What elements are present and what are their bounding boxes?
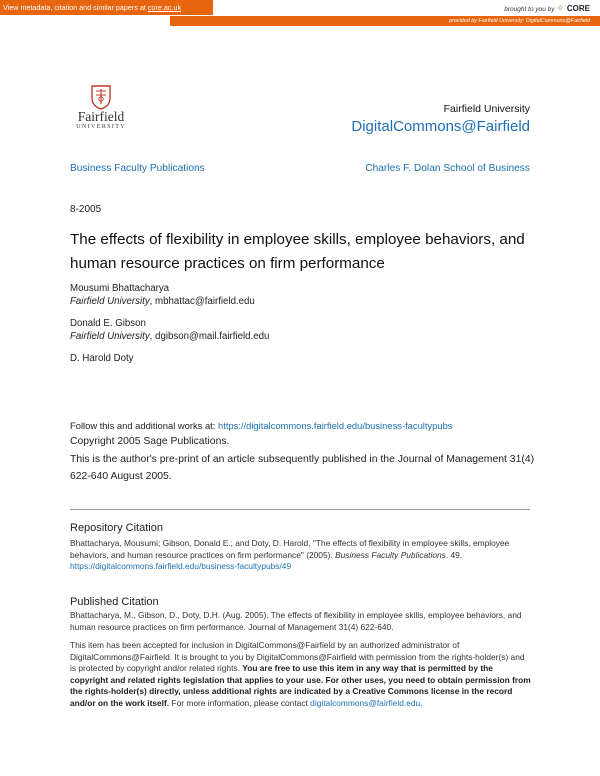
- logo-wordmark: Fairfield: [77, 109, 125, 124]
- institution-name: Fairfield University: [443, 103, 530, 115]
- published-citation-text: Bhattacharya, M., Gibson, D., Doty, D.H. (Aug. 2005). The effects of flexibility in employee skills, employee behaviors, and human resource practices on firm performance. Journal of Management 31(4) 622-640.: [70, 610, 522, 632]
- citation-number: . 49.: [445, 549, 463, 560]
- rights-bold-text: You are free to use this item in any way that is permitted by the copyright and related rights legislation that applies to your use. For other uses, you need to obtain permission from the rights-holder(s) directly, unless additional rights are indicated by a Creative Commons license in the record and/or on the work itself.: [70, 663, 531, 708]
- school-link[interactable]: Charles F. Dolan School of Business: [365, 163, 530, 174]
- section-divider: [70, 509, 530, 510]
- author-entry: [70, 318, 269, 343]
- core-metadata-bar[interactable]: [0, 0, 213, 15]
- citation-url[interactable]: https://digitalcommons.fairfield.edu/business-facultypubs/49: [70, 561, 292, 571]
- author-affiliation: [70, 296, 269, 309]
- provided-by-text: provided by Fairfield University: DigitalCommons@Fairfield: [449, 18, 590, 24]
- rights-more-info: For more information, please contact: [169, 697, 311, 708]
- follow-text: Follow this and additional works at:: [70, 420, 218, 431]
- contact-email-link[interactable]: digitalcommons@fairfield.edu: [310, 697, 421, 708]
- logo-subtitle: UNIVERSITY: [76, 123, 126, 130]
- paper-title: The effects of flexibility in employee skills, employee behaviors, and human resource practices on firm performance: [70, 231, 525, 272]
- author-entry: [70, 283, 269, 308]
- copyright-note: Copyright 2005 Sage Publications.: [70, 436, 230, 447]
- follow-line: [70, 420, 453, 431]
- provided-by-bar: [170, 16, 600, 26]
- author-name: Donald E. Gibson: [70, 318, 146, 329]
- author-email: , dgibson@mail.fairfield.edu: [149, 330, 270, 342]
- preprint-note: This is the author's pre-print of an article subsequently published in the Journal of Management 31(4) 622-640 August 2005.: [70, 454, 535, 482]
- core-link[interactable]: core.ac.uk: [147, 3, 182, 12]
- collection-link[interactable]: Business Faculty Publications: [70, 163, 205, 174]
- rights-end: .: [420, 697, 423, 708]
- follow-link[interactable]: https://digitalcommons.fairfield.edu/business-facultypubs: [218, 420, 453, 431]
- published-citation-heading: Published Citation: [70, 596, 159, 608]
- fairfield-seal-icon: [90, 84, 112, 110]
- publication-date: 8-2005: [70, 204, 102, 215]
- author-affiliation: [70, 331, 269, 344]
- affiliation-name: Fairfield University: [70, 295, 150, 307]
- core-logo-icon: ✧: [556, 3, 564, 13]
- citation-text: Bhattacharya, Mousumi; Gibson, Donald E.; and Doty, D. Harold, "The effects of flexibility in employee skills, employee behaviors, and human resource practices on firm performance" (2005).: [70, 538, 510, 560]
- core-logo-text: CORE: [566, 4, 590, 13]
- citation-series: Business Faculty Publications: [335, 549, 446, 560]
- repository-citation-text: [70, 538, 532, 573]
- repository-citation-heading: Repository Citation: [70, 522, 163, 534]
- fairfield-logo[interactable]: [73, 84, 129, 130]
- affiliation-name: Fairfield University: [70, 330, 150, 342]
- rights-statement: [70, 640, 532, 709]
- author-name: D. Harold Doty: [70, 353, 134, 364]
- author-entry: [70, 353, 269, 366]
- repository-link[interactable]: DigitalCommons@Fairfield: [351, 118, 530, 135]
- author-list: [70, 283, 269, 376]
- core-banner-text: View metadata, citation and similar papers at: [3, 3, 148, 12]
- author-name: Mousumi Bhattacharya: [70, 283, 170, 294]
- author-email: , mbhattac@fairfield.edu: [149, 295, 255, 307]
- core-banner: [0, 0, 600, 28]
- rights-text: This item has been accepted for inclusion in DigitalCommons@Fairfield by an authorized administrator of DigitalCommons@Fairfield. It is brought to you by DigitalCommons@Fairfield with permission from the rights-holder(s) and is protected by copyright and/or related rights.: [70, 640, 525, 673]
- brought-by-text: brought to you by: [504, 6, 555, 13]
- core-brought-by[interactable]: [504, 3, 590, 14]
